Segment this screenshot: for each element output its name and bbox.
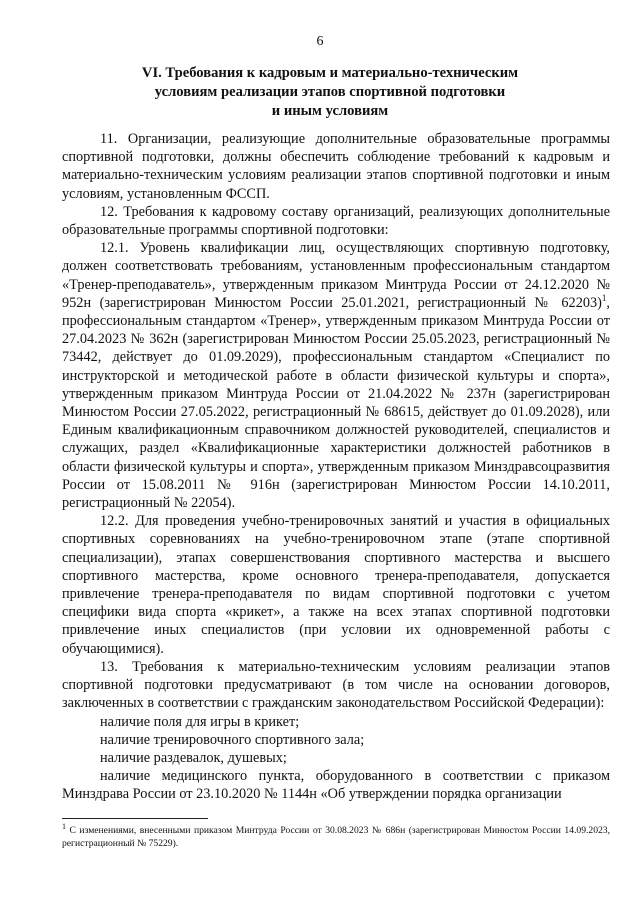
footnote xyxy=(62,821,610,850)
footnote-text: С изменениями, внесенными приказом Минтруда России от 30.08.2023 № 686н (зарегистрирован Минюстом России 14.09.2023, регистрационный № 75229). xyxy=(62,825,610,849)
paragraph-12: 12. Требования к кадровому составу организаций, реализующих дополнительные образовательные программы спортивной подготовки: xyxy=(62,203,610,239)
list-item: наличие тренировочного спортивного зала; xyxy=(100,731,365,748)
section-title-line: условиям реализации этапов спортивной подготовки xyxy=(154,84,506,100)
section-title-line: и иным условиям xyxy=(271,103,389,119)
section-title-line: VI. Требования к кадровым и материально-техническим xyxy=(141,65,519,81)
paragraph-11: 11. Организации, реализующие дополнительные образовательные программы спортивной подготовки, должны обеспечить соблюдение требований к кадровым и материально-техническим условиям реализации этапов спортивной подготовки и иным условиям, установленным ФССП. xyxy=(62,131,610,202)
list-item: наличие поля для игры в крикет; xyxy=(100,713,300,730)
page-number: 6 xyxy=(316,34,324,49)
paragraph-12-2: 12.2. Для проведения учебно-тренировочных занятий и участия в официальных спортивных соревнованиях на учебно-тренировочном этапе (этапе спортивной специализации), этапах совершенствования спортивного мастерства и высшего спортивного мастерства, кроме основного тренера-преподавателя, допускается привлечение тренера-преподавателя по видам спортивной подготовки с учетом специфики вида спорта «крикет», а также на всех этапах спортивной подготовки привлечение иных специалистов (при условии их одновременной работы с обучающимися). xyxy=(62,513,610,657)
footnote-divider xyxy=(62,818,208,819)
document-body xyxy=(62,130,610,804)
paragraph-12-1 xyxy=(62,239,610,512)
footnote-reference: 1 xyxy=(601,293,607,304)
paragraph-12-1-text-end: , профессиональным стандартом «Тренер», утвержденным приказом Минтруда России от 27.04.2023 № 362н (зарегистрирован Минюстом России 25.05.2023, регистрационный № 73442, действует до 01.09.2029), профессиональным стандартом «Специалист по инструкторской и методической работе в области физической культуры и спорта», утвержденным приказом Минтруда России от 21.04.2022 № 237н (зарегистрирован Минюстом России 27.05.2022, регистрационный № 68615, действует до 01.09.2028), или Единым квалификационным справочником должностей руководителей, специалистов и служащих, раздел «Квалификационные характеристики должностей работников в области физической культуры и спорта», утвержденным приказом Минздравсоцразвития России от 15.08.2011 № 916н (зарегистрирован Минюстом России 14.10.2011, регистрационный № 22054). xyxy=(62,294,610,512)
paragraph-13: 13. Требования к материально-техническим условиям реализации этапов спортивной подготовки предусматривают (в том числе на основании договоров, заключенных в соответствии с гражданским законодательством Российской Федерации): xyxy=(62,658,610,712)
footnote-mark: 1 xyxy=(62,821,66,831)
paragraph-12-1-text-start: 12.1. Уровень квалификации лиц, осуществляющих спортивную подготовку, должен соответствовать требованиям, установленным профессиональным стандартом «Тренер-преподаватель», утвержденным приказом Минтруда России от 24.12.2020 № 952н (зарегистрирован Минюстом России 25.01.2021, регистрационный № 62203) xyxy=(62,240,610,311)
list-item: наличие раздевалок, душевых; xyxy=(100,749,287,766)
list-item: наличие медицинского пункта, оборудованного в соответствии с приказом Минздрава России от 23.10.2020 № 1144н «Об утверждении порядка организации xyxy=(62,768,610,803)
section-title xyxy=(60,64,600,121)
